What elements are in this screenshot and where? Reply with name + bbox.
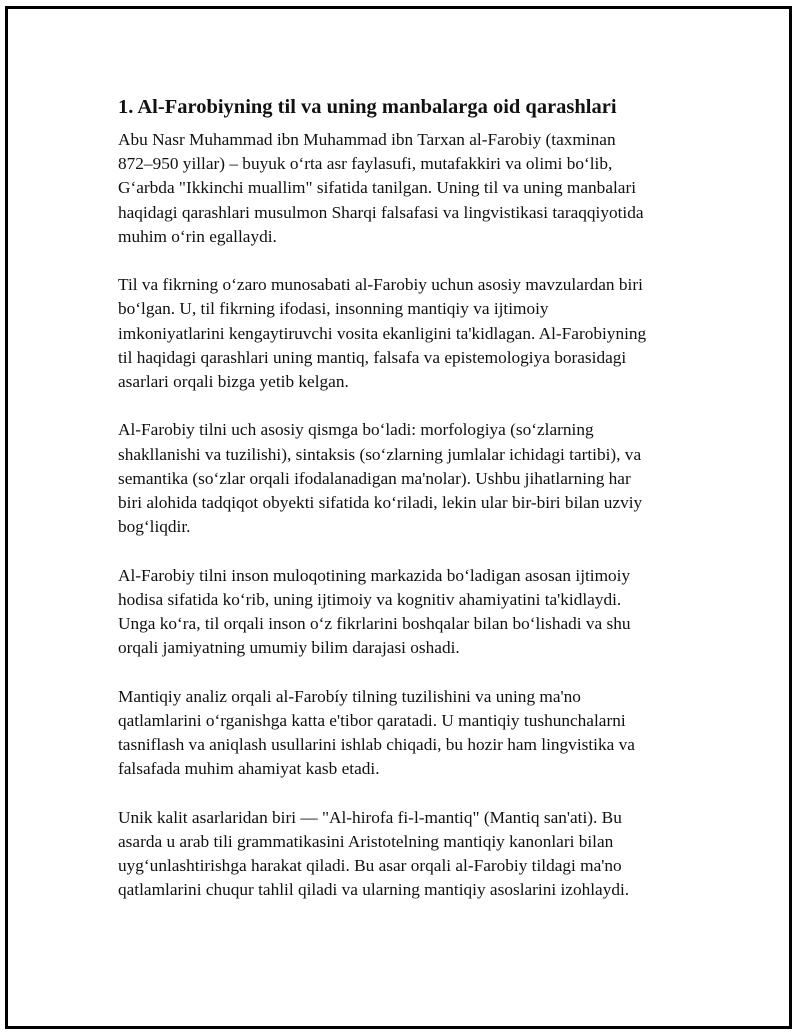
text-line: uyg‘unlashtirishga harakat qiladi. Bu asar orqali al-Farobiy tildagi ma'no xyxy=(118,856,622,876)
text-line: shakllanishi va tuzilishi), sintaksis (so‘zlarning jumlalar ichidagi tartibi), va xyxy=(118,444,642,464)
text-line: Unga ko‘ra, til orqali inson o‘z fikrlarini boshqalar bilan bo‘lishadi va shu xyxy=(118,614,631,634)
paragraph-2 xyxy=(118,273,688,394)
paragraph-5 xyxy=(118,685,688,782)
text-line: bo‘lgan. U, til fikrning ifodasi, insonning mantiqiy va ijtimoiy xyxy=(118,299,549,319)
paragraph-3 xyxy=(118,418,688,539)
section-heading: 1. Al-Farobiyning til va uning manbalarga oid qarashlari xyxy=(118,96,617,118)
text-line: Al-Farobiy tilni uch asosiy qismga bo‘ladi: morfologiya (so‘zlarning xyxy=(118,420,594,440)
text-line: hodisa sifatida ko‘rib, uning ijtimoiy va kognitiv ahamiyatini ta'kidlaydi. xyxy=(118,589,622,609)
text-line: biri alohida tadqiqot obyekti sifatida ko‘riladi, lekin ular bir-biri bilan uzviy xyxy=(118,493,643,513)
text-line: asarda u arab tili grammatikasini Aristotelning mantiqiy kanonlari bilan xyxy=(118,831,614,851)
text-line: muhim o‘rin egallaydi. xyxy=(118,226,277,246)
text-line: orqali jamiyatning umumiy bilim darajasi oshadi. xyxy=(118,638,460,658)
text-line: semantika (so‘zlar orqali ifodalanadigan ma'nolar). Ushbu jihatlarning har xyxy=(118,468,631,488)
text-line: Al-Farobiy tilni inson muloqotining markazida bo‘ladigan asosan ijtimoiy xyxy=(118,565,631,585)
text-line: asarlari orqali bizga yetib kelgan. xyxy=(118,372,349,392)
document-body xyxy=(118,94,688,927)
text-line: qatlamlarini chuqur tahlil qiladi va ularning mantiqiy asoslarini izohlaydi. xyxy=(118,880,630,900)
text-line: bog‘liqdir. xyxy=(118,517,191,537)
text-line: haqidagi qarashlari musulmon Sharqi falsafasi va lingvistikasi taraqqiyotida xyxy=(118,202,644,222)
text-line: falsafada muhim ahamiyat kasb etadi. xyxy=(118,759,380,779)
text-line: qatlamlarini o‘rganishga katta e'tibor qaratadi. U mantiqiy tushunchalarni xyxy=(118,710,626,730)
paragraph-6 xyxy=(118,806,688,903)
text-line: Unik kalit asarlaridan biri — "Al-hirofa fi-l-mantiq" (Mantiq san'ati). Bu xyxy=(118,807,622,827)
text-line: til haqidagi qarashlari uning mantiq, falsafa va epistemologiya borasidagi xyxy=(118,347,627,367)
text-line: G‘arbda "Ikkinchi muallim" sifatida tanilgan. Uning til va uning manbalari xyxy=(118,178,637,198)
paragraph-4 xyxy=(118,564,688,661)
text-line: Mantiqiy analiz orqali al-Farobíy tilning tuzilishini va uning ma'no xyxy=(118,686,581,706)
text-line: Abu Nasr Muhammad ibn Muhammad ibn Tarxan al-Farobiy (taxminan xyxy=(118,130,616,149)
paragraph-1 xyxy=(118,128,688,249)
text-line: Til va fikrning o‘zaro munosabati al-Farobiy uchun asosiy mavzulardan biri xyxy=(118,275,643,295)
text-line: imkoniyatlarini kengaytiruvchi vosita ekanligini ta'kidlagan. Al-Farobiyning xyxy=(118,323,647,343)
text-line: tasniflash va aniqlash usullarini ishlab chiqadi, bu hozir ham lingvistika va xyxy=(118,735,635,755)
text-line: 872–950 yillar) – buyuk o‘rta asr faylasufi, mutafakkiri va olimi bo‘lib, xyxy=(118,154,613,174)
